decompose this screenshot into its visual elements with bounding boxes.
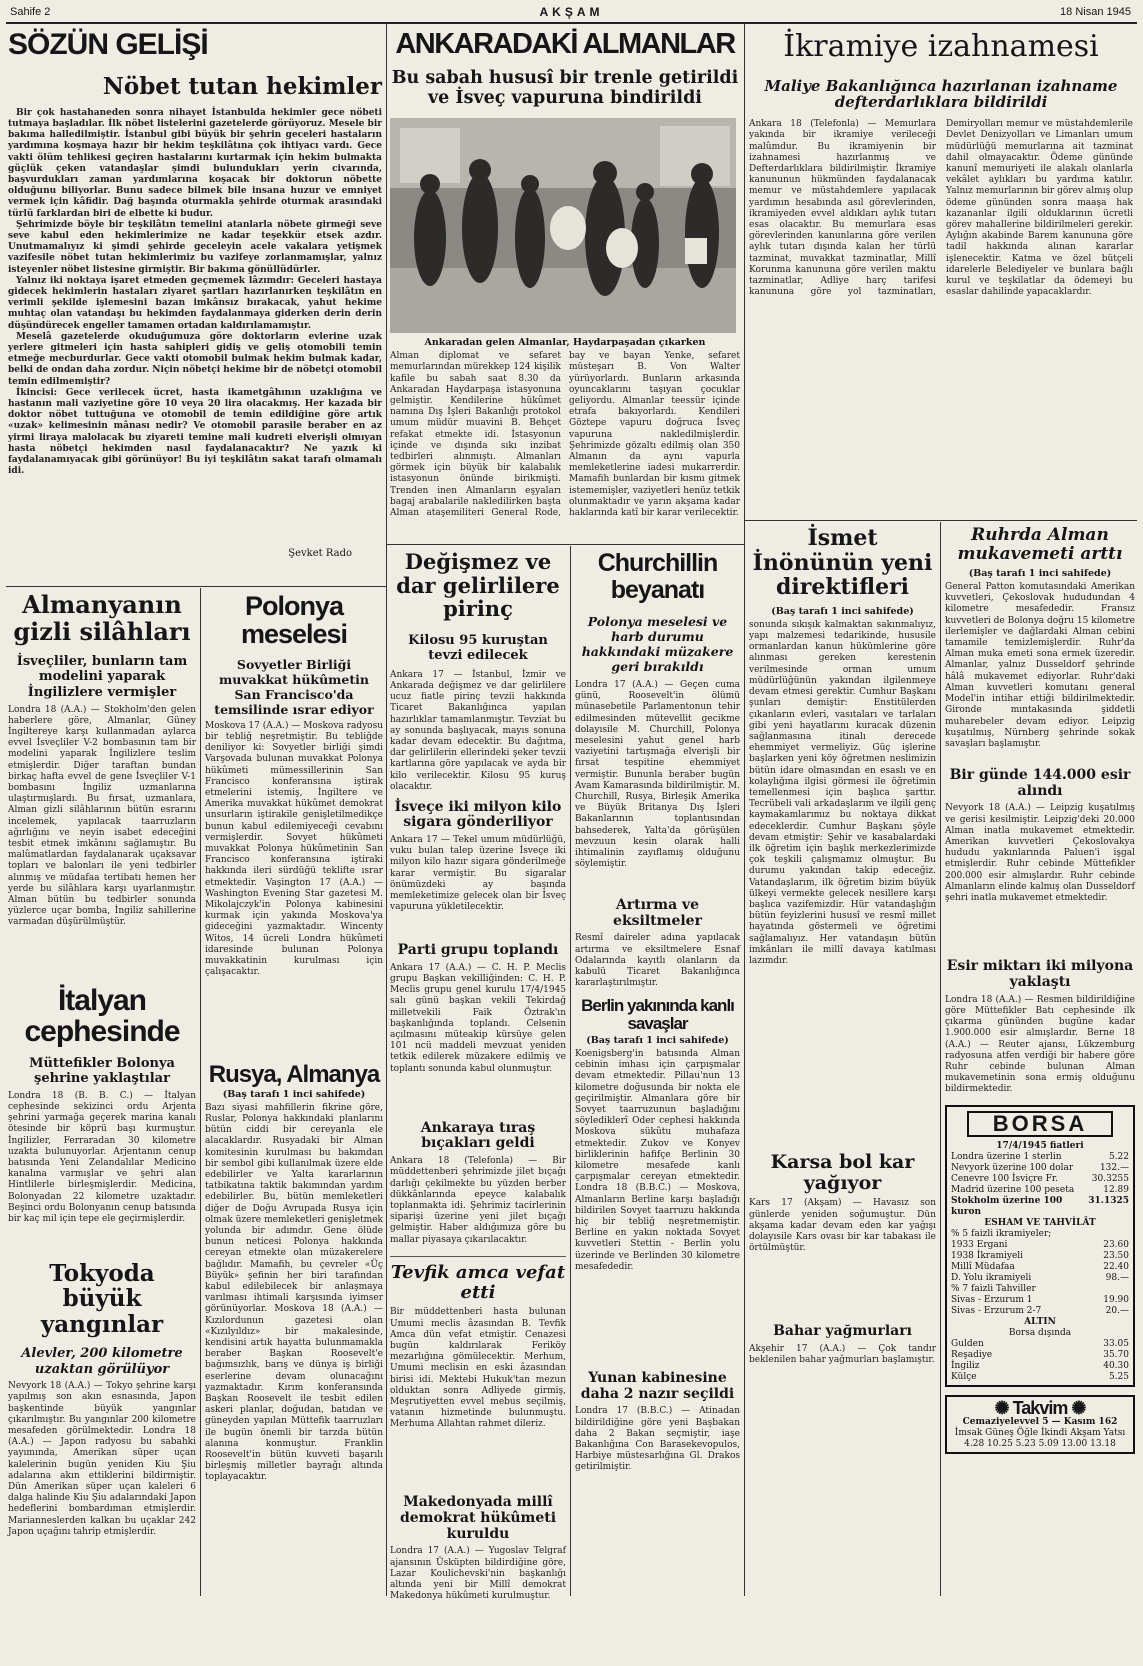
takvim-line: İmsak Güneş Öğle İkindi Akşam Yatsı [954,1427,1126,1438]
lead-article [390,30,740,540]
story-body: Londra 18 (A.A.) — Stokholm'den gelen haberlere göre, Almanlar, Güney İngiltereye karşı kullanmadan aylarca evvel İsveçliler V-2 bombasının tam bir modelini yaparak İngilizlere teslim etmişlerdir. Diğer taraftan bundan birkaç hafta evvel de gene İsveçliler V-1 bombasını İngiliz uzmanlarına ulaştırmışlardı. Bu fırsat, uzmanlara, Alman gizli silâhlarının bütün esrarını incelemek, yapılacak taarruzların ağırlığını ve neyin isabet edeceğini tesbit etmek imkânını sağlamıştır. Bu malûmatlardan faydalanarak uçaksavar topları ve balonları ile yeni tedbirler alınmış ve müdafaa tertibatı hemen her yerde bu silâhlara karşı uyarlanmıştır. Alman bütün bu tedbirler sonunda yüzlerce uçar bomba, İngiliz sahillerine varmadan düşürülmüştür. [8,704,196,928]
left-column-stories [8,592,196,1592]
story-body: sonunda sıkışık kalmaktan sakınmalıyız, yapı malzemesi tedarikinde, hususile ormanlardan kanun hükümlerine göre alınması gereken kerestenin verilmesinde orman umum müdürlüğünün yakından ilgilenmeye devam etmesi gerektir. Cumhur Başkanı şunları demiştir: Enstitülerden çıkanların evleri, vasıtaları ve tarlaları gibi yeni hayatlarını kuracak düzenin sağlanmasına itinalı derecede ehemmiyet vermeliyiz. Güç işlerine başlarken yeni köy öğretmen neslimizin bütün idare olmasından en esaslı ve en kolaylığına ilgisi görmesi ile öğretimin temellenmesi için başlıca şarttır. Tecrübeli vali arkadaşlarım ve ilgili genç kaymakamlarımız bu noktaya dikkat edeceklerdir. Cumhur Başkanı şöyle devam etmiştir: Şehir ve kasabalardaki ilk öğretim için başlık merkezlerimizde çok teşkili çalışmamız olmuştur. Bu durumu yakından takip edeceğiz. Vatandaşlarım, ilk öğretim bizim büyük ülkeyi vermekte gelecek nesillere karşı başlıca vazifemizdir. Hür vatandaşlığın bütün feyizlerini hususî ve resmî millet hayatında göstermeli ve öğretimi sağlamalıyız. Her vatandaşın bütün imkânları ile millî davaya katılması lazımdır. [749,619,936,966]
story-subtitle: Sovyetler Birliği muvakkat hükûmetin San Francisco'da temsilinde ısrar ediyor [214,656,374,717]
column-rule [940,522,941,1596]
story-body: Londra 18 (B. B. C.) — İtalyan cephesinde sekizinci ordu Arjenta şehrini yarmağa geçerek marina kanalı ötesinde bir köprü başı kurmuştur. İngilizler, Ferraradan 30 kilometre uzakta bulunuyorlar. Arjentanın cenup batısında Yeni Zelandalılar Medicino kanalına varmışlar ve şehri alan Hintlilerle birleşmişlerdir. Medicina, Bolonyadan 22 kilometre uzaktadır. Beşinci ordu Bolonyanın cenup batısında bir kaç mil için tepe ele geçirmişlerdir. [8,1090,196,1224]
newspaper-name: AKŞAM [539,5,604,19]
borsa-row: % 5 faizli ikramiyeler; [951,1228,1052,1239]
page-date: 18 Nisan 1945 [1060,6,1131,18]
story-subtitle: Maliye Bakanlığınca hazırlanan izahname defterdarlıklara bildirildi [764,76,1118,112]
borsa-row: D. Yolu ikramiyeli 98.— [951,1272,1129,1283]
editorial-kicker: SÖZÜN GELİŞİ [8,28,208,61]
inonu-column [749,526,936,1594]
lead-body: Alman diplomat ve sefaret memurlarından mürekkep 124 kişilik kafile bu sabah saat 8.30 da Ankaradan Haydarpaşa istasyonuna gelmiştir. Kendilerine hükûmet namına Dış İşleri Bakanlığı protokol umum müdür muavini B. Behçet refakat etmekte idi. İstasyonun içinde ve dışında sıkı inzibat tedbirleri alınmıştı. Almanları görmek için büyük bir kalabalık istasyonun önünde birikmişti. Trenden inen Almanların eşyaları bagaj arabalarile nakledilirken başta Alman ataşemiliteri General Rode, bay ve bayan Yenke, sefaret müsteşarı B. Von Walter yürüyorlardı. Bunların arkasında oyuncaklarını taşıyan çocuklar geliyordu. Almanlar teessür içinde etrafa bakıyorlardı. Kendileri Göztepe vapuru doğruca İsveç vapuruna nakledilmişlerdir. Şehrimizde gözaltı edilmiş olan 350 Almanın da aynı vapurla memleketlerine iadesi mukarrerdir. Mamafih bunlardan bir kısmı gitmek istememişler, vaziyetleri henüz tetkik olunmaktadır ve yarın akşama kadar haklarında katî bir karar verilecektir. [390,351,740,519]
takvim-line: 4.28 10.25 5.23 5.09 13.00 13.18 [964,1438,1116,1449]
story-title: Tokyoda büyük yangınlar [40,1259,164,1339]
story-body: Akşehir 17 (A.A.) — Çok tandır beklenilen bahar yağmurları başlamıştır. [749,1344,936,1366]
section-rule [386,544,744,545]
story-title: Makedonyada millî demokrat hükûmeti kuruldu [399,1494,557,1542]
story-title: Artırma ve eksiltmeler [613,897,702,929]
editorial-paragraph: Bir çok hastahaneden sonra nihayet İstanbulda hekimler gece nöbeti tutmaya başladılar. İlk nöbet listelerini gazetelerde görüyoruz. Mesele bir bakıma halledilmiştir. İstanbul gibi büyük bir şehrin geceleri hastaların yardımına koşmaya hazır bir hekim teşkilâtına çok ihtiyacı vardı. Gece vakti ölüm tehlikesi geçiren hastalarını kurtarmak için hekim bulmakta güçlük çeken vatandaşlar şimdi bulundukları yerin civarında, başvurdukları zaman yardımlarına koşacak bir doktorun nöbette olduğunu biliyorlar. Bunu sadece bilmek bile insana huzur ve emniyet vermek için kâfidir. Dağ başında oturmakla şehirde oturmak arasındaki türlü farklardan biri de elbette ki budur. [8,107,382,219]
story-subtitle: Müttefikler Bolonya şehrine yaklaştılar [29,1055,175,1087]
story-title: İsveçe iki milyon kilo sigara gönderiliyor [394,798,562,831]
editorial-paragraph: Şehrimizde böyle bir teşkilâtın temelini atanlarla nöbete girmeği seve seve kabul eden hekimlerimize ne kadar teşekkür etsek azdır. Unutmamalıyız ki şimdi şehirde geceleyin acele vakalara yetişmek vazifesile nöbet tutan hekimlerimiz bu vazifeye zorlanmamışlar, yalnız isteyenler nöbet listesine girmiştir. Bir bakıma gönüllüdürler. [8,219,382,275]
story-title: Polonya meselesi [240,591,348,650]
story-body: Nevyork 18 (A.A.) — Tokyo şehrine karşı yapılmış son akın esnasında, Japon başkentinde büyük yangınlar çıkarılmıştır. Bu yangınlar 200 kilometre mesafeden görülmektedir. Londra 18 (A.A.) — Japon radyosu bu sabahki yayımında, Amerikan süper uçan kalelerinin bugün yeniden Kiu Şiu adalarına akın ettiklerini bildirmiştir. Dün Amerikan süper uçan kaleleri 6 dalga halinde Kiu Şiu adalarındaki Japon hedeflerini bombardıman etmişlerdir. Marianneslerden kalkan bu uçaklar 242 Japon uçağını tahrip etmişlerdir. [8,1381,196,1537]
story-title: Karsa bol kar yağıyor [770,1150,915,1195]
story-title: Parti grupu toplandı [397,942,559,959]
story-body: Ankara 17 — Tekel umum müdürlüğü, vuku bulan talep üzerine İsveçe iki milyon kilo hazır sigara gönderilmeğe karar vermiştir. Bu sigaralar önümüzdeki ay başında memleketimize gelecek olan bir İsveç vapuruna yükletilecektir. [390,835,566,913]
story-body: Resmî daireler adına yapılacak artırma ve eksiltmelere Esnaf Odalarında kayıtlı olanların da kabulü Ticaret Bakanlığınca kararlaştırılmıştır. [575,933,740,989]
borsa-row: Nevyork üzerine 100 dolar 132.— [951,1162,1129,1173]
photo-caption: Ankaradan gelen Almanlar, Haydarpaşadan çıkarken [424,337,706,349]
story-body: Ankara 17 — İstanbul, İzmir ve Ankarada değişmez ve dar gelirlilere ucuz fiatle pirinç tevzii hakkında Ticaret Bakanlığınca yapılan hazırlıklar tamamlanmıştır. Tevziat bu ay sonunda başlıyacak, mayıs sonuna kadar devam edecektir. Bu dağıtma, dar gelirlilerin ellerindeki şeker tevzii kartlarına göre yapılacak ve ayda bir kilo verilecektir. Kilosu 95 kuruş olacaktır. [390,669,566,792]
story-body: Koenigsberg'in batısında Alman cebinin imhası için çarpışmalar devam etmektedir. Pillau'nun 13 kilometre doğusunda bir nokta ele geçirilmiştir. Almanlara göre bir Sovyet taarruzunun başladığını söylediklerî Oder cephesi hakkında Moskova sükûtu muhafaza etmektedir. Zukov ve Konyev birliklerinin hafifçe Berlinin 30 kilometre mesafede kanlı çarpışmalar cereyan etmektedir. Londra 18 (B.B.C.) — Moskova, Almanların Berline karşı başladığı bildirilen Sovyet taarruzu hakkında hiç bir tebliğ neşretmemiştir. Berline en yakın noktada Sovyet kuvvetleri Stettin - Berlin yolu üzerinde ve Berlinden 30 kilometre mesafededir. [575,1049,740,1272]
story-note: (Baş tarafı 1 inci sahifede) [586,1035,729,1047]
news-photo [390,118,736,333]
story-title: Ruhrda Alman mukavemeti arttı [957,525,1123,565]
ruhr-column [945,526,1135,1594]
story-title: Berlin yakınında kanlı savaşlar [581,996,734,1034]
lead-subtitle: Bu sabah hususî bir trenle getirildi ve İsveç vapuruna bindirildi [391,68,739,108]
story-title: Bahar yağmurları [773,1323,912,1340]
borsa-row: İngiliz 40.30 [951,1360,1129,1371]
story-body: Ankara 18 (Telefonla) — Memurlara yakında bir ikramiye verileceği malûmdur. Bu ikramiyenin bir izahnamesi hazırlanmış ve Defterdarlıklara bildirilmiştir. İkramiye kanununun hükmünden faydalanacak memur ve müstahdemlere yapılacak yardımın hesabında asıl görevlerinden, ikramiyeden evvel aldıkları aylık tutarı esas olacaktır. Bu memurlara esas görevlerinden kanunlarına göre verilen aylık tutarı dışında kalan her türlü tazminat, muvakkat tazminatlar, Millî Korunma kanununa göre verilen maktu tazminatlar, Adliye harç tarifesi kanununa göre yol tazminatları, Demiryolları memur ve müstahdemlerile Devlet Denizyolları ve Limanları umum müdürlüğü memurlarına ait tazminat dahil olmayacaktır. Ödeme gününde kanunî memuriyeti ile alakalı olanlarla vekâlet aylıkları bu yardıma katılır. Yalnız memurlarının bir görev almış olup ödeme gününden sonra maaşa hak kazananlar ilgili olduklarının ücretli görev mahallerine bildirilmeleri gerekir. Aylığın akabinde Barem kanununa göre tadil hakkında alınan kararlar işlenecektir. Katma ve özel bütçeli idarelerle Belediyeler ve bunlara bağlı kurul ve teşkilatlar da ödemeyi bu esaslar dahilinde yapacaklardır. [749,119,1133,298]
borsa-row: Madrid üzerine 100 peseta 12.89 [951,1184,1129,1195]
story-body: Moskova 17 (A.A.) — Moskova radyosu bir tebliğ neşretmiştir. Bu tebliğde deniliyor ki: Sovyetler birliği şimdi Varşovada bulunan muvakkat Polonya hükûmeti mümessillerinin San Francisco konferansına iştirak etmelerini istemiş, İngiltere ve Amerika muvakkat hükûmet demokrat unsurların iştirakile genişletilmedikçe bunun kabul edilemiyeceği cevabını vermişlerdir. Sovyet hükûmeti muvakkat Polonya hükûmetinin San Francisco konferansına iştiraki hakkında ileri sürdüğü teklifte ısrar etmektedir. Vaşington 17 (A.A.) — Washington Evening Star gazetesi M. Mikolajczyk'in Polonya kabinesini kurmak için yakında Moskova'ya gideceğini yazmaktadır. Wincenty Witos, 14 ücreli Londra hükûmeti idaresinde bulunan Polonya muvakkatinin kurulması için çalışacaktır. [205,720,383,978]
borsa-row: 1933 Ergani 23.60 [951,1239,1129,1250]
story-title: Değişmez ve dar gelirlilere pirinç [396,549,560,622]
story-title: Yunan kabinesine daha 2 nazır seçildi [580,1370,735,1402]
borsa-subheading: Borsa dışında [1008,1327,1072,1338]
sun-icon: ✺ [1071,1397,1086,1418]
story-note: (Baş tarafı 1 inci sahifede) [222,1088,366,1100]
people-at-station-image [390,118,736,333]
story-body: Londra 17 (B.B.C.) — Atinadan bildirildiğine göre yeni Başbakan daha 2 Bakan seçmiştir, iaşe Bakanlığına Con Barasekevopulos, Harbiye müstesarlığına Gl. Drakos getirilmiştir. [575,1406,740,1473]
borsa-row: Millî Müdafaa 22.40 [951,1261,1129,1272]
story-body: Londra 17 (A.A.) — Geçen cuma günü, Roosevelt'in ölümü münasebetile Parlamentonun tehir edilmesinden mütevellit gecikme dolayısile M. Churchill, Polonya meselesini yahut genel harb vaziyetini tartışmağa elverişli bir fırsat tespitine ehemmiyet vermiştir. Bununla beraber bugün Avam Kamarasında bildirilmiştir. M. Churchill, Rusya, Birleşik Amerika ve Büyük Britanya Dış İşleri Bakanlarının toplantısından bahsederek, Yalta'da görüşülen mevzuun kesin olarak halli ihtimalinin zayıflamış olduğunu söylemiştir. [575,680,740,870]
story-subtitle: Polonya meselesi ve harb durumu hakkındaki müzakere geri bırakıldı [581,614,734,674]
borsa-row: Sivas - Erzurum 2-7 20.— [951,1305,1129,1316]
borsa-subheading: ALTIN [1024,1316,1056,1327]
borsa-row: Külçe 5.25 [951,1371,1129,1382]
column-rule [744,24,745,1596]
borsa-date: 17/4/1945 fiatleri [996,1140,1084,1151]
polonya-column [205,592,383,1592]
story-body: Nevyork 18 (A.A.) — Leipzig kuşatılmış ve gerisi kesilmiştir. Leipzig'deki 20.000 Alman inatla mukavemet etmektedir. Amerikan kuvvetleri Çekoslovakya hududu yakınlarında Paluen'i işgal etmişlerdir. Ruhr cebinde Müttefikler 200.000 esir almışlardır. Ruhr cebinde Almanların elinde kalmış olan Dusseldorf şehri inatla mukavemet etmektedir. [945,803,1135,904]
story-body: Ankara 18 (Telefonla) — Bir müddettenberi şehrimizde jilet bıçağı darlığı çekilmekte bu yüzden berber dükkânlarında epeyce kalabalık toplanmakta idi. Şehrimiz tacirlerinin siparişi üzerine yeni jilet bıçağı gelmiştir. Haber aldığımıza göre bu mallar piyasaya çıkarılacaktır. [390,1156,566,1245]
section-rule [6,586,386,587]
story-title: Almanyanın gizli silâhları [13,590,191,646]
story-title: İsmet İnönünün yeni direktifleri [752,525,933,601]
story-body: Bir müddettenberi hasta bulunan Umumi meclis âzasından B. Tevfik Amca dün vefat etmiştir. Cenazesi bugün kaldırılarak Feriköy mezarlığına gömülecektir. Merhum, Umumi meclisin en eski âzasından birisi idi. Mektebi Hukuk'tan mezun olduktan sonra Adliyede girmiş, Meşrutiyetten evvel mebus seçilmiş, vatanın hizmetinde bulunmuştu. Merhuma Allahtan rahmet dileriz. [390,1307,566,1430]
story-note: (Baş tarafı 1 inci sahifede) [771,605,914,617]
story-body: Kars 17 (Akşam) — Havasız son günlerde yeniden soğumuştur. Dün akşama kadar devam eden kar yağışı dolayısile Kars ovası bir kar tabakası ile örtülmüştür. [749,1198,936,1254]
sun-icon: ✺ [994,1397,1009,1418]
column-rule [570,546,571,1596]
editorial-paragraph: Yalnız iki noktaya işaret etmeden geçmemek lâzımdır: Geceleri hastaya gidecek hekimlerin hastaları ziyaret şartları hazırlanırken teşkilâtın en verimli şekilde işlemesini bazan imkânsız bırakacak, yahut hekime muhtaç olan vatandaşı bu hekimden faydalanmaya giderken derin derin düşündürecek engeller tamamen ortadan kaldırılamamıştır. [8,275,382,331]
story-title: Churchillin beyanatı [597,549,718,604]
ikramiye-article [749,30,1133,516]
borsa-row: Reşadiye 35.70 [951,1349,1129,1360]
borsa-row: Stokholm üzerine 100 kuron 31.1325 [951,1195,1129,1217]
story-title: Esir miktarı iki milyona yaklaştı [946,958,1134,991]
story-title: Rusya, Almanya [208,1060,380,1088]
editorial-article [8,30,382,582]
story-subtitle: Alevler, 200 kilometre uzaktan görülüyor [21,1345,183,1377]
story-body: Londra 17 (A.A.) — Yugoslav Telgraf ajansının Üsküpten bildirdiğine göre, Lazar Koulichevski'nin başkanlığı altında yeni bir Millî demokrat Makedonya hükûmeti kurulmuştur. [390,1546,566,1602]
takvim-line: Cemaziyelevvel 5 — Kasım 162 [962,1416,1118,1427]
borsa-row: 1938 İkramiyeli 23.50 [951,1250,1129,1261]
editorial-body [8,108,382,548]
story-title: İtalyan cephesinde [24,983,180,1049]
column-rule [200,588,201,1596]
borsa-row: Cenevre 100 İsviçre Fr. 30.3255 [951,1173,1129,1184]
editorial-paragraph: Meselâ gazetelerde okuduğumuza göre doktorların evlerine uzak yerlere gitmeleri için hasta sahipleri gidiş ve geliş otomobili temin etmeğe mecburdurlar. Gece vakti otomobil bulmak hekim bulmak kadar, belki de ondan daha zordur. Niçin nöbetçi hekime bir de nöbetçi otomobil temin edilmemiştir? [8,331,382,387]
takvim-title: ✺ Takvim ✺ [994,1397,1086,1418]
page-header [6,4,1137,24]
borsa-row: Londra üzerine 1 sterlin 5.22 [951,1151,1129,1162]
lead-title: ANKARADAKİ ALMANLAR [395,28,735,60]
story-title: İkramiye izahnamesi [783,29,1099,64]
story-subtitle: İsveçliler, bunların tam modelini yaparak İngilizlere vermişler [16,653,188,700]
story-subtitle: Kilosu 95 kuruştan tevzi edilecek [408,632,548,664]
borsa-row: % 7 faizli Tahviller [951,1283,1036,1294]
section-rule [744,520,1137,521]
story-body: Londra 18 (A.A.) — Resmen bildirildiğine göre Müttefikler Batı cephesinde ilk çıkarma gününden bugüne kadar 1.900.000 esir almışlardır. Berne 18 (A.A.) — Reuter ajansı, Lükzemburg radyosuna atfen verdiği bir habere göre Ruhr cebinde bulunan Alman mukavemetinin sona ermiş olduğunu bildirmektedir. [945,994,1135,1095]
editorial-title: Nöbet tutan hekimler [102,73,382,100]
borsa-row: Sivas - Erzurum 1 19.90 [951,1294,1129,1305]
takvim-box [945,1395,1135,1454]
borsa-subheading: ESHAM VE TAHVİLÂT [984,1217,1096,1228]
borsa-row: Gulden 33.05 [951,1338,1129,1349]
story-body: Ankara 17 (A.A.) — C. H. P. Meclis grupu Başkan vekilliğinden: C. H. P. Meclis grupu genel kurulu 17/4/1945 salı günü başkan vekili Tekirdağ milletvekili Faik Öztrak'ın başkanlığında toplandı. Celsenin açılmasını müteakip kürsüye gelen 101 ncü maddeli mevzuat yeniden tetkik edilerek müzakere edilmiş ve toplantı sonunda kabul olunmuştur. [390,962,566,1074]
page-number: Sahife 2 [10,6,51,18]
borsa-table [945,1105,1135,1387]
story-note: (Baş tarafı 1 inci sahifede) [968,568,1112,580]
editorial-byline: Şevket Rado [288,547,352,559]
editorial-paragraph: İkincisi: Gece verilecek ücret, hasta ikametgâhının uzaklığına ve hastanın mali vaziyetine göre 10 veya 20 lira olacakmış. Her kazada bir doktor nöbet tuttuğuna ve otomobil de temin edildiğine göre artık «uzak» kelimesinin mânası nedir? Ve otomobil parasile beraber en az yirmi liraya malolacak bu ziyareti temine mali kudreti elverişli olmıyan hasta nöbetçi hekimden nasıl faydalanacaktır? Ne yazık ki faydalanamıyacak gibi görünüyor! Bu iyi teşkilâtın sakat tarafı olmamalı idi. [8,387,382,477]
story-title: Tevfik amca vefat etti [390,1256,566,1303]
center-left-stories [390,549,566,1602]
story-body: General Patton komutasındaki Amerikan kuvvetleri, Çekoslovak hududundan 4 kilometre mesafededir. Fransız kuvvetleri de Bolonya doğru 15 kilometre ilerlemişler ve dağlardaki Alman cebini tamamile temizlemişlerdir. Ruhr'da Alman muka emeti sona ermek üzeredir. Almanlar, yalnız Dusseldorf şehrinde hâlâ mukavemet ediyorlar. Ruhr'daki Alman kuvvetleri komutanı general Model'in intihar ettiği bildirilmektedir. Gironde mıntakasında şiddetli muharebeler devam ediyor. Leipzig kuşatılmış, Nürnberg şehrinde sokak savaşları başlamıştır. [945,582,1135,749]
column-rule [386,24,387,1596]
borsa-title: BORSA [967,1111,1113,1137]
story-title: Bir günde 144.000 esir alındı [949,767,1131,799]
story-body: Bazı siyasi mahfillerin fikrine göre, Ruslar, Polonya hakkındaki planlarını bütün ciddi bir cereyanla ele alacaklardır. Rusyadaki bir Alman komitesinin kurulması bu bakımdan bir sembol gibi kullanılmak üzere elde edebilirler ve Yalta kararlarının tatbikatına taktik bakımından yardım edebilirler. Bu, bütün memleketleri diğer de Doğu Avrupada Rusya için olmak üzere memleketleri genişletmek yolunda bir adımdır. Gene ölüde bunun neticesi Polonya hakkında cereyan etmekte olan müzakerelere bağlıdır. Mamafih, bu çevreler «Üç Büyük» şefinin her biri tarafından kabul edilebilecek bir anlaşmaya varılması ihtimali karşısında iyimser görünüyorlar. Moskova 18 (A.A.) — Kızılordunun gazetesi olan «Kızılyıldız» bir makalesinde, kendisini artık hayatta bulunmamakla beraber Başkan Roosevelt'e bağımsızlık, barış ve dünya iş birliği eserlerine devam olunacağını yazmaktadır. Kırım konferansında Başkan Roosevelt ile tesbit edilen askeri planlar, doğudan, batıdan ve güneyden yapılan Müttefik taarruzları ile bugün önemli bir tarzda bütün alanına konmuştur. Franklin Roosevelt'in bütün kuvveti başarılı birleşmiş milletler bayrağı altında toplayacaktır. [205,1102,383,1483]
story-title: Ankaraya tıraş bıçakları geldi [420,1119,536,1152]
center-right-stories [575,550,740,1594]
